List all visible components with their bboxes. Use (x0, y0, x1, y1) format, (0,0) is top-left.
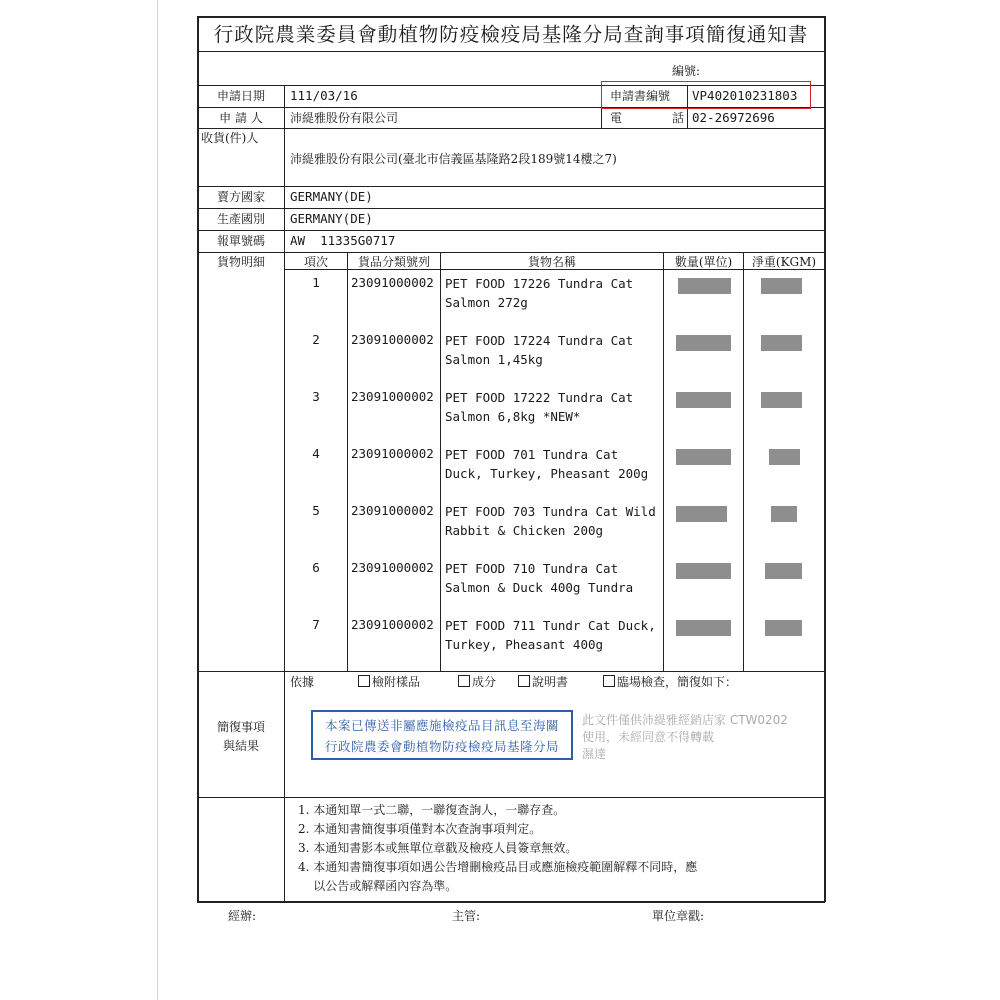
goods-item-code: 23091000002 (351, 389, 434, 404)
redacted-quantity (676, 563, 731, 579)
redacted-weight (765, 563, 802, 579)
option-sample (358, 674, 420, 690)
footer-handler: 經辦: (228, 909, 257, 923)
note-item: 3. 本通知書影本或無單位章戳及檢疫人員簽章無效。 (298, 841, 578, 855)
redacted-quantity (676, 335, 731, 351)
redacted-quantity (676, 620, 731, 636)
goods-item-name: PET FOOD 701 Tundra Cat Duck, Turkey, Pheasant 200g (445, 447, 649, 481)
goods-item-no: 4 (312, 446, 320, 461)
rule-4 (197, 186, 825, 187)
watermark-line-3: 濕達 (582, 747, 607, 761)
rule-col-qty (663, 252, 664, 671)
goods-item-code: 23091000002 (351, 332, 434, 347)
rule-5 (197, 208, 825, 209)
reply-label-2: 與結果 (222, 739, 259, 753)
col-header-name: 貨物名稱 (527, 255, 576, 269)
applicant-value: 沛緹雅股份有限公司 (290, 111, 399, 125)
serial-label: 編號: (672, 64, 701, 78)
rule-title (197, 51, 825, 52)
rule-col-code (347, 252, 348, 671)
origin-country-value: GERMANY(DE) (290, 211, 373, 226)
receiver-value: 沛緹雅股份有限公司(臺北市信義區基隆路2段189號14樓之7) (290, 152, 617, 166)
goods-item-name: PET FOOD 710 Tundra Cat Salmon & Duck 400g Tundra (445, 561, 634, 595)
redacted-weight (765, 620, 802, 636)
col-header-no: 項次 (303, 255, 328, 269)
footer-unit-stamp: 單位章戳: (652, 909, 705, 923)
goods-item-code: 23091000002 (351, 503, 434, 518)
declaration-value: AW 11335G0717 (290, 233, 396, 248)
option-ingredient (458, 674, 496, 690)
applicant-label: 申 請 人 (219, 111, 263, 125)
note-item: 以公告或解釋函內容為準。 (298, 879, 458, 893)
scan-edge (157, 0, 158, 1000)
checkbox-icon (603, 675, 615, 687)
note-item: 1. 本通知單一式二聯，一聯復查詢人，一聯存查。 (298, 803, 566, 817)
goods-item-name: PET FOOD 17226 Tundra Cat Salmon 272g (445, 276, 634, 310)
goods-item-name: PET FOOD 17224 Tundra Cat Salmon 1,45kg (445, 333, 634, 367)
note-item: 2. 本通知書簡復事項僅對本次查詢事項判定。 (298, 822, 542, 836)
frame-bottom (197, 901, 825, 903)
watermark (582, 712, 822, 763)
goods-section-label: 貨物明細 (216, 255, 265, 269)
option-inspection (603, 674, 737, 690)
declaration-label: 報單號碼 (216, 234, 265, 248)
col-header-weight: 淨重(KGM) (751, 255, 817, 269)
goods-item-code: 23091000002 (351, 560, 434, 575)
rule-9 (197, 797, 825, 798)
checkbox-icon (518, 675, 530, 687)
frame-left (197, 16, 199, 902)
goods-item-code: 23091000002 (351, 275, 434, 290)
stamp-line-2: 行政院農委會動植物防疫檢疫局基隆分局 (324, 739, 559, 754)
goods-item-no: 7 (312, 617, 320, 632)
phone-label-a: 電 (610, 111, 623, 125)
phone-value: 02-26972696 (692, 110, 775, 125)
app-no-label: 申請書編號 (610, 89, 671, 103)
origin-country-label: 生產國別 (216, 212, 265, 226)
seller-country-value: GERMANY(DE) (290, 189, 373, 204)
redacted-quantity (676, 449, 731, 465)
phone-label-b: 話 (672, 111, 685, 125)
goods-item-name: PET FOOD 711 Tundr Cat Duck, Turkey, Pheasant 400g (445, 618, 656, 652)
redacted-quantity (676, 506, 727, 522)
apply-date-label: 申請日期 (216, 89, 265, 103)
app-no-highlight (601, 81, 811, 109)
app-no-value: VP402010231803 (692, 88, 798, 103)
watermark-line-1: 此文件僅供沛緹雅經銷店家 CTW0202 (582, 713, 788, 727)
document-title: 行政院農業委員會動植物防疫檢疫局基隆分局查詢事項簡復通知書 (213, 23, 809, 46)
notes-list (298, 801, 697, 896)
reply-label-1: 簡復事項 (216, 720, 265, 734)
goods-item-no: 6 (312, 560, 320, 575)
col-header-code: 貨品分類號列 (357, 255, 430, 269)
frame-top (197, 16, 825, 18)
seller-country-label: 賣方國家 (216, 190, 265, 204)
rule-col-weight (743, 252, 744, 671)
goods-item-no: 3 (312, 389, 320, 404)
col-header-qty: 數量(單位) (674, 255, 733, 269)
footer-supervisor: 主管: (452, 909, 481, 923)
redacted-weight (771, 506, 797, 522)
rule-col-name (440, 252, 441, 671)
redacted-weight (761, 335, 802, 351)
goods-item-no: 2 (312, 332, 320, 347)
checkbox-icon (458, 675, 470, 687)
rule-label-col (284, 85, 285, 902)
apply-date-value: 111/03/16 (290, 88, 358, 103)
stamp-line-1: 本案已傳送非屬應施檢疫品目訊息至海關 (324, 718, 559, 733)
checkbox-icon (358, 675, 370, 687)
receiver-label: 收貨(件)人 (201, 131, 259, 145)
goods-item-name: PET FOOD 703 Tundra Cat Wild Rabbit & Chicken 200g (445, 504, 656, 538)
goods-item-code: 23091000002 (351, 617, 434, 632)
redacted-weight (769, 449, 800, 465)
rule-8 (197, 671, 825, 672)
basis-label: 依據 (290, 675, 315, 689)
watermark-line-2: 使用，未經同意不得轉載 (582, 730, 715, 744)
rule-6 (197, 230, 825, 231)
goods-item-code: 23091000002 (351, 446, 434, 461)
frame-right (824, 16, 826, 902)
redacted-quantity (676, 392, 731, 408)
redacted-weight (761, 392, 802, 408)
rule-3 (197, 128, 825, 129)
option-ingredient-text: 成分 (472, 675, 497, 689)
option-inspection-text: 臨場檢查，簡復如下： (617, 675, 738, 689)
note-item: 4. 本通知書簡復事項如遇公告增刪檢疫品目或應施檢疫範圍解釋不同時，應 (298, 860, 698, 874)
customs-stamp (311, 710, 573, 760)
option-manual-text: 說明書 (532, 675, 569, 689)
option-manual (518, 674, 568, 690)
goods-item-name: PET FOOD 17222 Tundra Cat Salmon 6,8kg *NEW* (445, 390, 634, 424)
goods-item-no: 1 (312, 275, 320, 290)
redacted-quantity (678, 278, 731, 294)
option-sample-text: 檢附樣品 (372, 675, 421, 689)
rule-7 (197, 252, 825, 253)
goods-item-no: 5 (312, 503, 320, 518)
redacted-weight (761, 278, 802, 294)
